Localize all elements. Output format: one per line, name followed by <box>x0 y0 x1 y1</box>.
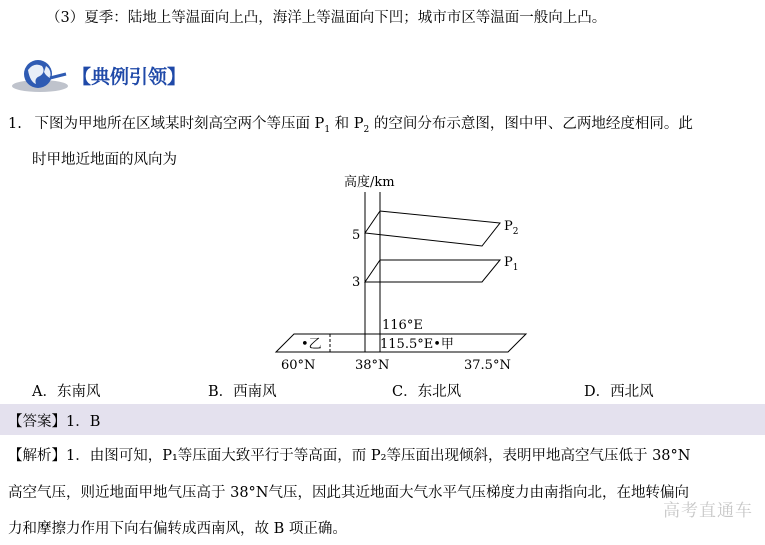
p1-surface <box>365 260 500 282</box>
option-d: D．西北风 <box>584 384 654 400</box>
answer-bar <box>0 404 765 435</box>
axis-label: 高度/km <box>344 175 395 190</box>
question-number: 1. <box>8 116 22 132</box>
tick-5: 5 <box>352 228 361 243</box>
watermark: 高考直通车 <box>663 501 753 521</box>
question-line-2: 时甲地近地面的风向为 <box>32 152 177 168</box>
loc-jia: 115.5°E•甲 <box>380 337 454 352</box>
explanation-line-3: 力和摩擦力作用下向右偏转成西南风，故 B 项正确。 <box>8 521 347 537</box>
question-sub-2: 2 <box>363 124 370 135</box>
question-text-b: 和 P <box>330 116 364 132</box>
tick-3: 3 <box>352 275 361 290</box>
question-text-a: 下图为甲地所在区域某时刻高空两个等压面 P <box>34 116 325 132</box>
p1-label: $P_1$ <box>504 255 519 273</box>
loc-yi: •乙 <box>301 337 322 352</box>
lat-60: 60°N <box>281 358 316 373</box>
option-a: A．东南风 <box>32 384 101 400</box>
option-c: C．东北风 <box>392 384 462 400</box>
p2-label: $P_2$ <box>504 219 519 237</box>
intro-text: （3）夏季：陆地上等温面向上凸，海洋上等温面向下凹；城市市区等温面一般向上凸。 <box>46 10 607 26</box>
question-text-c: 的空间分布示意图，图中甲、乙两地经度相同。此 <box>369 116 693 132</box>
question-sub-1: 1 <box>324 124 331 135</box>
lat-375: 37.5°N <box>464 358 511 373</box>
section-title: 【典例引领】 <box>72 66 187 88</box>
lat-38: 38°N <box>355 358 390 373</box>
pressure-surface-diagram <box>268 170 538 375</box>
explanation-line-1: 【解析】1．由图可知，P₁等压面大致平行于等高面，而 P₂等压面出现倾斜，表明甲地高空气压低于 38°N <box>8 448 691 464</box>
answer-text: 【答案】1．B <box>8 414 101 430</box>
explanation-line-2: 高空气压，则近地面甲地气压高于 38°N气压，因此其近地面大气水平气压梯度力由南指向北，在地转偏向 <box>8 485 689 501</box>
question-line-1 <box>8 112 693 135</box>
option-b: B．西南风 <box>208 384 277 400</box>
lon-116: 116°E <box>382 318 423 333</box>
p2-surface <box>365 211 500 246</box>
